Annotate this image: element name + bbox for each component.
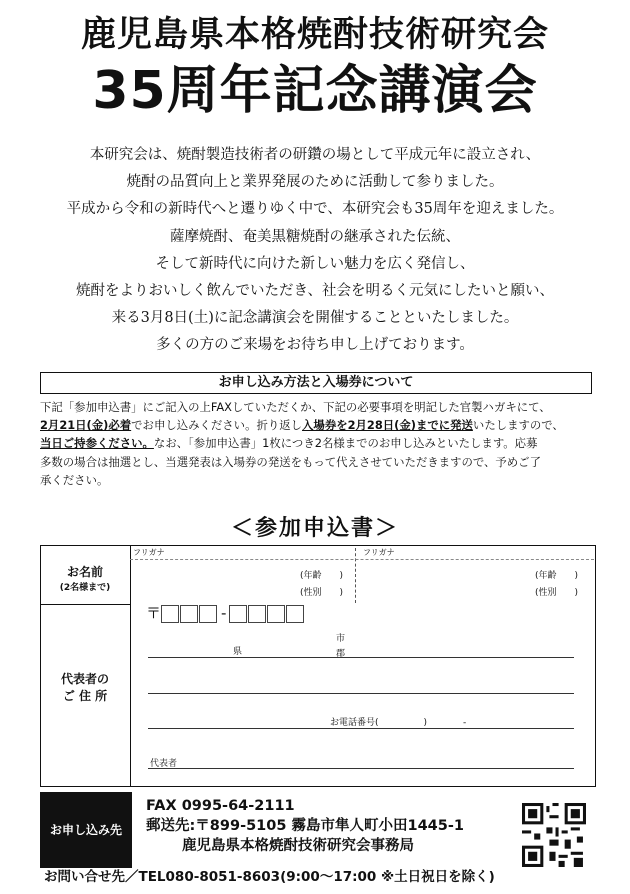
address-line[interactable] (148, 693, 574, 694)
application-line: 当日ご持参ください。なお、「参加申込書」1枚につき2名様までのお申し込みといたします。応募 (40, 436, 538, 451)
inquiry-info: お問い合せ先／TEL080-8051-8603(9:00〜17:00 ※土日祝日を除く) (44, 869, 495, 885)
name-divider (355, 548, 356, 603)
furigana-label: フリガナ (363, 548, 395, 557)
postal-mark: 〒 (146, 604, 162, 622)
gender-field[interactable]: (性別 ) (300, 588, 344, 598)
intro-text (0, 142, 630, 360)
gender-field[interactable]: (性別 ) (535, 588, 579, 598)
name-label: お名前 (66, 565, 103, 579)
phone-field[interactable]: お電話番号( ) - (330, 718, 467, 728)
city-label: 市 (336, 634, 346, 644)
application-text (40, 398, 600, 489)
name-sub-label: (2名様まで) (59, 583, 111, 593)
postal-dash: - (221, 604, 227, 622)
representative-line[interactable] (148, 768, 574, 769)
prefecture-label: 県 (233, 647, 243, 657)
furigana-label: フリガナ (133, 548, 165, 557)
application-line: 承ください。 (40, 472, 109, 487)
section-heading: お申し込み方法と入場券について (40, 372, 592, 394)
intro-line: 多くの方のご来場をお待ち申し上げております。 (156, 337, 474, 354)
intro-line: そして新時代に向けた新しい魅力を広く発信し、 (155, 255, 475, 272)
intro-line: 焼酎の品質向上と業界発展のために活動して参りました。 (126, 174, 504, 191)
application-line: 2月21日(金)必着でお申し込みください。折り返し入場券を2月28日(金)までに発送いたしますので、 (40, 418, 564, 433)
intro-line: 薩摩焼酎、奄美黒糖焼酎の継承された伝統、 (170, 228, 460, 245)
bring-ticket-text: 当日ご持参ください。 (40, 436, 154, 451)
district-label: 郡 (336, 649, 346, 659)
address-line[interactable] (148, 657, 574, 658)
deadline-text: 2月21日(金)必着 (40, 418, 132, 433)
page-title: 鹿児島県本格焼酎技術研究会 (80, 15, 549, 55)
contact-info (146, 796, 464, 856)
shipping-text: 入場券を2月28日(金)までに発送 (302, 418, 473, 433)
application-line: 下記「参加申込書」にご記入の上FAXしていただくか、下記の必要事項を明記した官製ハガキにて、 (40, 400, 551, 414)
page-subtitle: 35周年記念講演会 (92, 61, 538, 121)
application-line: 多数の場合は抽選とし、当選発表は入場券の発送をもって代えさせていただきますので、予めご了 (40, 454, 541, 469)
intro-line: 本研究会は、焼酎製造技術者の研鑽の場として平成元年に設立され、 (89, 147, 541, 163)
address-label: ご 住 所 (62, 689, 108, 703)
office-name: 鹿児島県本格焼酎技術研究会事務局 (182, 838, 414, 854)
furigana-line (130, 559, 594, 560)
representative-label: 代表者 (150, 759, 178, 769)
name-label-cell (40, 545, 131, 605)
intro-line: 焼酎をよりおいしく飲んでいただき、社会を明るく元気にしたいと願い、 (76, 283, 554, 300)
age-field[interactable]: (年齢 ) (535, 571, 579, 581)
intro-line: 来る3月8日(土)に記念講演会を開催することといたしました。 (111, 310, 519, 327)
form-title: ＜参加申込書＞ (230, 516, 399, 541)
phone-line (148, 728, 574, 729)
postal-code-field[interactable] (146, 602, 305, 623)
address-label-cell (40, 604, 131, 786)
intro-line: 平成から令和の新時代へと遷りゆく中で、本研究会も35周年を迎えました。 (66, 201, 564, 218)
apply-to-label: お申し込み先 (40, 792, 132, 868)
age-field[interactable]: (年齢 ) (300, 571, 344, 581)
mail-address: 郵送先:〒899-5105 霧島市隼人町小田1445-1 (146, 818, 464, 834)
qr-code-icon (522, 803, 586, 867)
address-label: 代表者の (60, 672, 109, 686)
fax-number: FAX 0995-64-2111 (146, 798, 295, 814)
